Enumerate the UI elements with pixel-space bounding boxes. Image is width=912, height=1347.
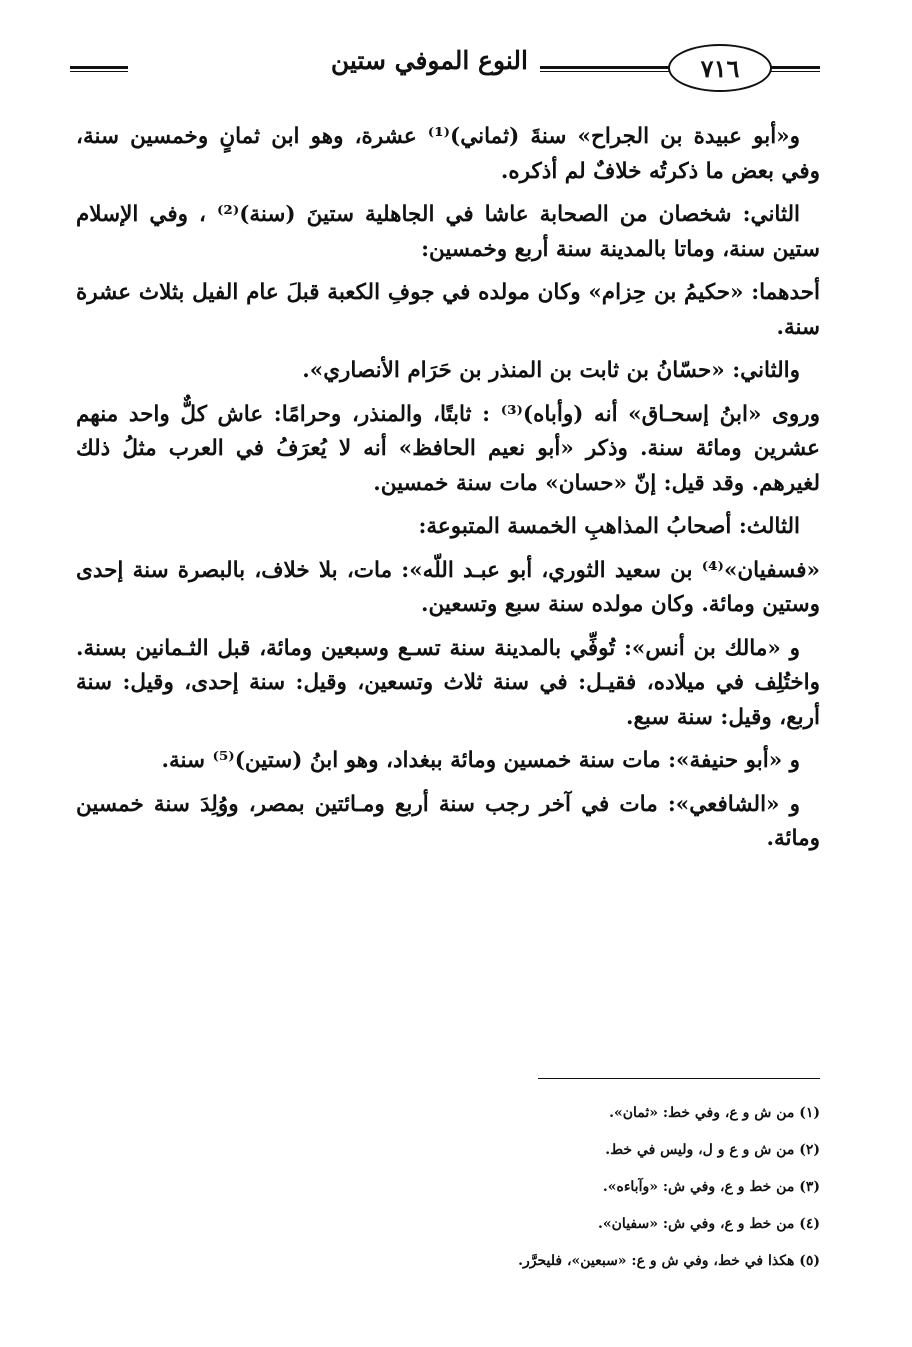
footnote-2: (٢) من ش و ع و ل، وليس في خط. xyxy=(605,1142,820,1158)
footnotes xyxy=(170,1098,820,1283)
page-number: ٧١٦ xyxy=(668,44,772,92)
header-rule-middle xyxy=(540,66,670,72)
page-header xyxy=(70,40,820,96)
paragraph-6: الثالث: أصحابُ المذاهبِ الخمسة المتبوعة: xyxy=(418,514,800,539)
paragraph-3: أحدهما: «حكيمُ بن حِزام» وكان مولده في جوفِ الكعبة قبلَ عام الفيل بثلاث عشرة سنة. xyxy=(76,280,820,340)
paragraph-7: «فسفيان»⁽⁴⁾ بن سعيد الثوري، أبو عبـد اللّه»: مات، بلا خلاف، بالبصرة سنة إحدى وستين ومائة. وكان مولده سنة سبع وتسعين. xyxy=(76,557,820,617)
paragraph-1: و«أبو عبيدة بن الجراح» سنةَ (ثماني)⁽¹⁾ عشرة، وهو ابن ثمانٍ وخمسين سنة، وفي بعض ما ذكرتُه خلافٌ لم أذكره. xyxy=(76,124,820,184)
footnote-5: (٥) هكذا في خط، وفي ش و ع: «سبعين»، فليحرَّر. xyxy=(518,1253,820,1269)
paragraph-2: الثاني: شخصان من الصحابة عاشا في الجاهلية ستينَ (سنة)⁽²⁾ ، وفي الإسلام ستين سنة، وماتا بالمدينة سنة أربع وخمسين: xyxy=(76,202,820,262)
footnote-divider xyxy=(538,1078,820,1079)
header-rule-right xyxy=(770,66,820,72)
footnote-1: (١) من ش و ع، وفي خط: «ثمان». xyxy=(609,1105,820,1121)
paragraph-9: و «أبو حنيفة»: مات سنة خمسين ومائة ببغداد، وهو ابنُ (ستين)⁽⁵⁾ سنة. xyxy=(161,748,800,773)
running-title: النوع الموفي ستين xyxy=(330,46,528,75)
paragraph-4: والثاني: «حسّانُ بن ثابت بن المنذر بن حَرَام الأنصاري». xyxy=(302,358,800,383)
paragraph-10: و «الشافعي»: مات في آخر رجب سنة أربع ومـائتين بمصر، ووُلِدَ سنة خمسين ومائة. xyxy=(76,791,820,851)
paragraph-5: وروى «ابنُ إسحـاق» أنه (وأباه)⁽³⁾ : ثابتًا، والمنذر، وحرامًا: عاش كلٌّ واحد منهم عشرين ومائة سنة. وذكر «أبو نعيم الحافظ» أنه لا يُعرَفُ في العرب مثلُ ذلك لغيرهم. وقد قيل: إنّ «حسان» مات سنة خمسين. xyxy=(76,401,820,496)
main-text xyxy=(76,120,820,866)
paragraph-8: و «مالك بن أنس»: تُوفِّي بالمدينة سنة تسـع وسبعين ومائة، قبل الثـمانين بسنة. واختُلِف في ميلاده، فقيـل: في سنة ثلاث وتسعين، وقيل: سنة إحدى، وقيل: سنة أربع، وقيل: سنة سبع. xyxy=(76,635,820,730)
footnote-3: (٣) من خط و ع، وفي ش: «وآباءه». xyxy=(602,1179,820,1195)
footnote-4: (٤) من خط و ع، وفي ش: «سفيان». xyxy=(598,1216,820,1232)
header-rule-left xyxy=(70,66,128,72)
